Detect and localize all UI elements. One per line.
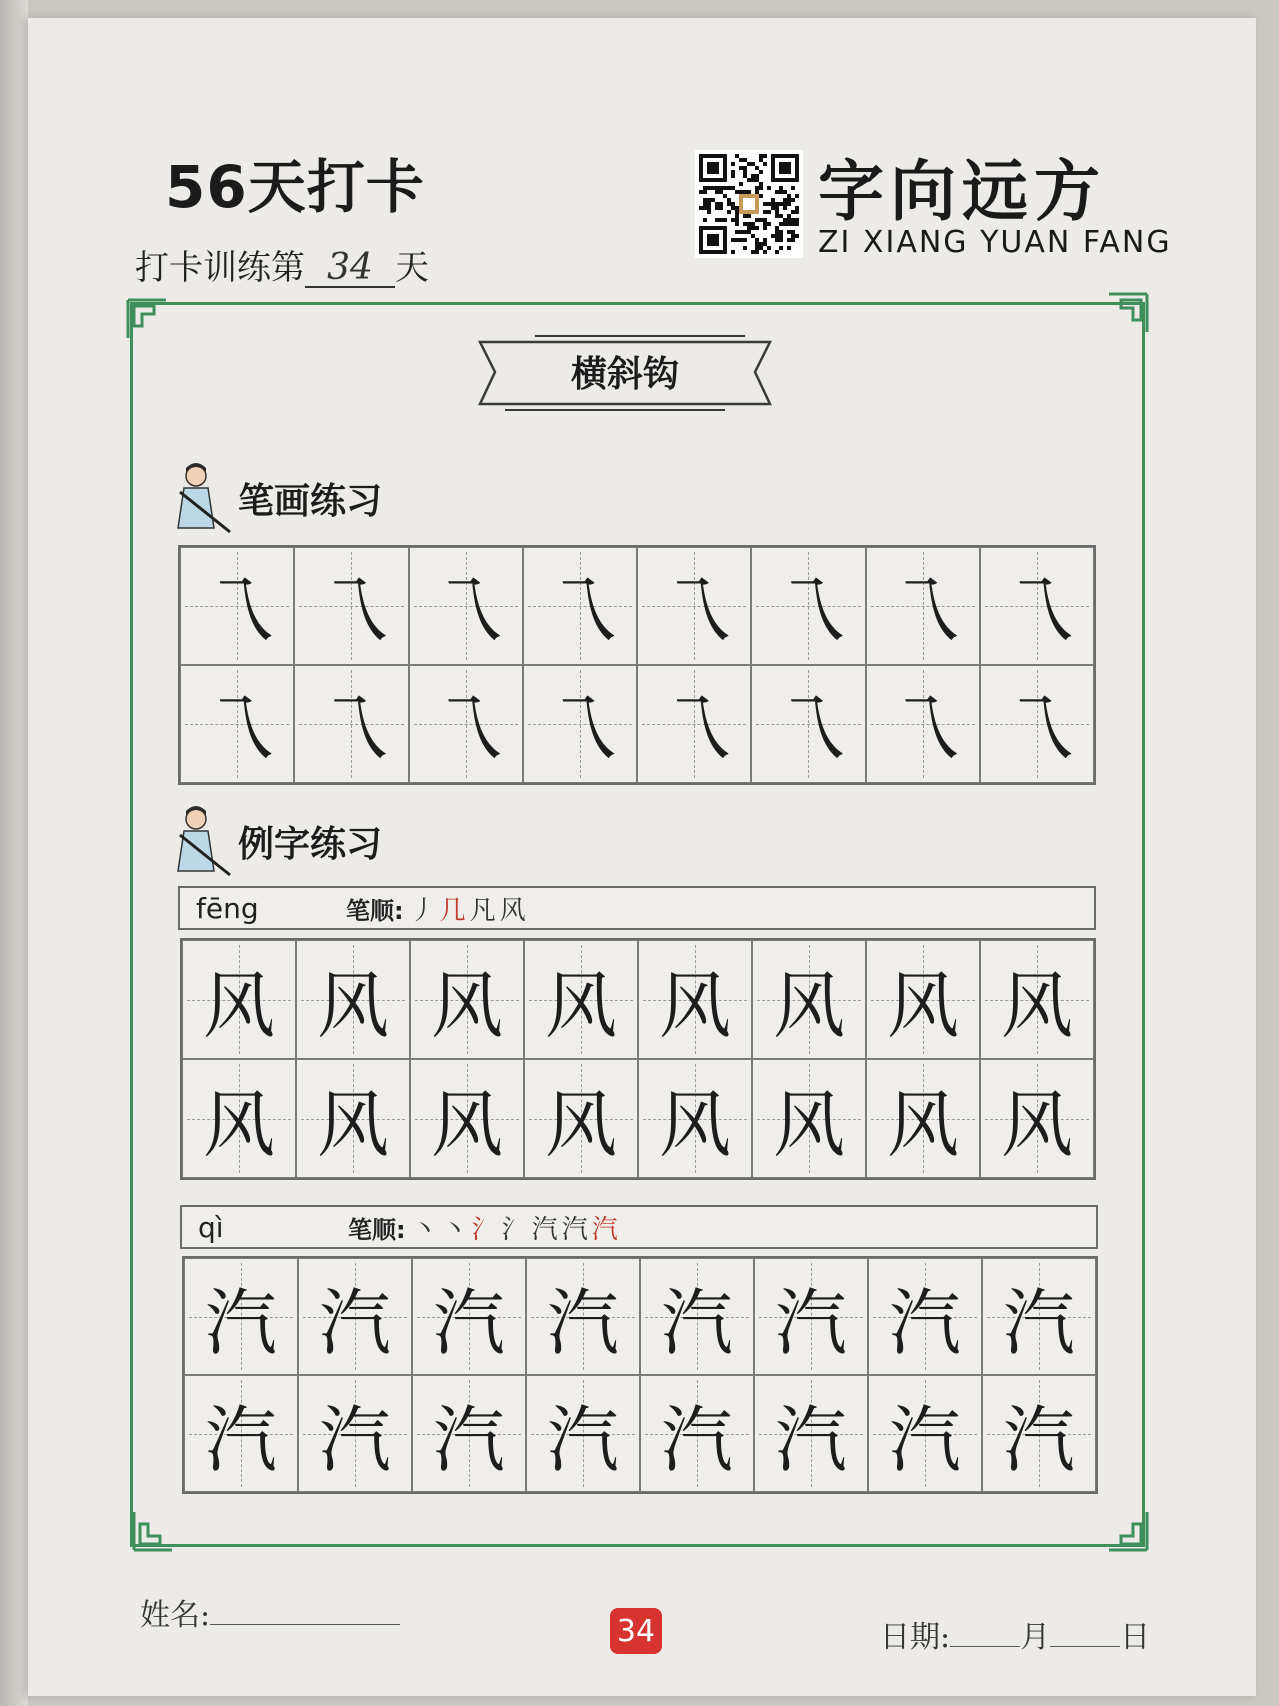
practice-glyph: 风 <box>886 963 959 1048</box>
date-label: 日期: <box>880 1620 951 1655</box>
name-blank[interactable] <box>210 1624 400 1625</box>
stroke-order <box>412 1209 622 1246</box>
practice-cell[interactable] <box>638 1059 752 1178</box>
practice-glyph: 风 <box>772 963 845 1048</box>
practice-glyph: 风 <box>658 963 731 1048</box>
practice-cell[interactable] <box>526 1375 640 1492</box>
stroke-title: 横斜钩 <box>570 354 679 395</box>
practice-cell[interactable] <box>751 665 865 783</box>
practice-glyph: 风 <box>772 1082 845 1167</box>
practice-cell[interactable] <box>980 1059 1094 1178</box>
practice-cell[interactable] <box>752 1059 866 1178</box>
practice-glyph: 汽 <box>546 1280 619 1365</box>
practice-glyph: 风 <box>1000 1082 1073 1167</box>
practice-glyph: 汽 <box>1002 1397 1075 1482</box>
char-pinyin: qì <box>198 1210 224 1244</box>
practice-glyph: 风 <box>1000 963 1073 1048</box>
practice-cell[interactable] <box>640 1258 754 1375</box>
char-practice-grid <box>180 938 1096 1180</box>
day-label: 日 <box>1120 1620 1151 1655</box>
practice-glyph: 乁 <box>314 569 389 655</box>
practice-glyph: 乁 <box>200 687 275 773</box>
stroke-step: 几 <box>439 895 470 926</box>
practice-glyph: 汽 <box>1002 1280 1075 1365</box>
practice-cell[interactable] <box>980 547 1094 665</box>
page-number-badge: 34 <box>610 1608 662 1654</box>
practice-glyph: 乁 <box>657 569 732 655</box>
practice-glyph: 汽 <box>432 1280 505 1365</box>
section-stroke-practice <box>172 462 382 534</box>
stroke-step: 凡 <box>469 895 500 926</box>
stroke-step: 氵 <box>471 1214 502 1245</box>
name-field[interactable] <box>140 1590 400 1634</box>
practice-cell[interactable] <box>524 940 638 1059</box>
corner-ornament-icon <box>1105 1508 1149 1552</box>
stroke-order-label: 笔顺: <box>348 1215 406 1244</box>
practice-cell[interactable] <box>409 665 523 783</box>
practice-cell[interactable] <box>296 1059 410 1178</box>
stroke-practice-grid <box>178 545 1096 785</box>
practice-glyph: 乁 <box>542 687 617 773</box>
practice-cell[interactable] <box>294 547 408 665</box>
practice-glyph: 乁 <box>542 569 617 655</box>
practice-glyph: 汽 <box>774 1280 847 1365</box>
checkin-day-line <box>135 240 429 289</box>
practice-glyph: 乁 <box>885 569 960 655</box>
practice-glyph: 乁 <box>428 687 503 773</box>
practice-glyph: 风 <box>316 1082 389 1167</box>
practice-glyph: 风 <box>430 963 503 1048</box>
practice-glyph: 汽 <box>318 1280 391 1365</box>
practice-glyph: 汽 <box>888 1397 961 1482</box>
practice-cell[interactable] <box>637 665 751 783</box>
stroke-step: 汽 <box>531 1214 562 1245</box>
practice-cell[interactable] <box>980 940 1094 1059</box>
practice-glyph: 汽 <box>774 1397 847 1482</box>
practice-cell[interactable] <box>751 547 865 665</box>
practice-cell[interactable] <box>982 1375 1096 1492</box>
page-title: 56天打卡 <box>165 153 425 221</box>
practice-glyph: 风 <box>544 963 617 1048</box>
stroke-order-label: 笔顺: <box>346 896 404 925</box>
practice-cell[interactable] <box>182 1059 296 1178</box>
practice-cell[interactable] <box>754 1375 868 1492</box>
stroke-title-banner <box>475 332 775 412</box>
practice-glyph: 汽 <box>318 1397 391 1482</box>
practice-cell[interactable] <box>180 665 294 783</box>
practice-glyph: 乁 <box>999 569 1074 655</box>
practice-cell[interactable] <box>182 940 296 1059</box>
practice-glyph: 风 <box>886 1082 959 1167</box>
stroke-step: 风 <box>499 895 530 926</box>
practice-glyph: 汽 <box>432 1397 505 1482</box>
stroke-step: 丿 <box>409 895 440 926</box>
day-number: 34 <box>305 250 395 288</box>
practice-cell[interactable] <box>754 1258 868 1375</box>
char-pinyin: fēng <box>196 891 259 925</box>
practice-glyph: 乁 <box>200 569 275 655</box>
practice-glyph: 风 <box>202 963 275 1048</box>
practice-cell[interactable] <box>752 940 866 1059</box>
practice-glyph: 乁 <box>999 687 1074 773</box>
char-practice-grid <box>182 1256 1098 1494</box>
practice-cell[interactable] <box>980 665 1094 783</box>
practice-cell[interactable] <box>866 1059 980 1178</box>
qr-code-icon <box>695 150 803 258</box>
section-title: 笔画练习 <box>238 480 383 522</box>
practice-cell[interactable] <box>184 1375 298 1492</box>
header-title-block <box>165 140 425 224</box>
practice-cell[interactable] <box>524 1059 638 1178</box>
stroke-step: 丶 <box>441 1214 472 1245</box>
practice-cell[interactable] <box>526 1258 640 1375</box>
day-suffix: 天 <box>395 248 429 288</box>
month-blank[interactable] <box>950 1646 1020 1647</box>
practice-glyph: 风 <box>544 1082 617 1167</box>
practice-glyph: 汽 <box>660 1280 733 1365</box>
practice-cell[interactable] <box>866 665 980 783</box>
practice-glyph: 乁 <box>885 687 960 773</box>
practice-cell[interactable] <box>640 1375 754 1492</box>
scholar-boy-icon <box>172 805 232 877</box>
date-field[interactable] <box>880 1612 1150 1656</box>
practice-cell[interactable] <box>868 1258 982 1375</box>
practice-glyph: 风 <box>430 1082 503 1167</box>
day-blank[interactable] <box>1050 1646 1120 1647</box>
practice-cell[interactable] <box>866 547 980 665</box>
practice-cell[interactable] <box>410 940 524 1059</box>
name-label: 姓名: <box>140 1598 211 1633</box>
paper-edge <box>0 0 28 1706</box>
practice-glyph: 乁 <box>314 687 389 773</box>
practice-cell[interactable] <box>523 665 637 783</box>
practice-glyph: 乁 <box>428 569 503 655</box>
stroke-step: 氵 <box>501 1214 532 1245</box>
practice-glyph: 汽 <box>204 1397 277 1482</box>
practice-cell[interactable] <box>410 1059 524 1178</box>
practice-glyph: 汽 <box>204 1280 277 1365</box>
corner-ornament-icon <box>126 298 170 342</box>
practice-cell[interactable] <box>982 1258 1096 1375</box>
practice-cell[interactable] <box>523 547 637 665</box>
practice-cell[interactable] <box>638 940 752 1059</box>
practice-cell[interactable] <box>868 1375 982 1492</box>
practice-cell[interactable] <box>296 940 410 1059</box>
practice-cell[interactable] <box>180 547 294 665</box>
char-info-bar <box>178 886 1096 930</box>
scholar-boy-icon <box>172 462 232 534</box>
char-info-bar <box>180 1205 1098 1249</box>
practice-glyph: 汽 <box>660 1397 733 1482</box>
brand-logo: 字向远方 <box>818 152 1106 230</box>
practice-glyph: 乁 <box>771 687 846 773</box>
practice-glyph: 乁 <box>771 569 846 655</box>
practice-glyph: 汽 <box>888 1280 961 1365</box>
stroke-step: 丶 <box>411 1214 442 1245</box>
practice-glyph: 风 <box>658 1082 731 1167</box>
brand-pinyin: ZI XIANG YUAN FANG <box>818 225 1172 260</box>
practice-glyph: 风 <box>202 1082 275 1167</box>
section-title: 例字练习 <box>238 823 383 865</box>
month-label: 月 <box>1020 1620 1051 1655</box>
day-prefix: 打卡训练第 <box>135 248 305 288</box>
practice-cell[interactable] <box>412 1375 526 1492</box>
stroke-step: 汽 <box>561 1214 592 1245</box>
practice-cell[interactable] <box>866 940 980 1059</box>
practice-glyph: 汽 <box>546 1397 619 1482</box>
practice-cell[interactable] <box>298 1375 412 1492</box>
section-example-practice <box>172 805 382 877</box>
practice-cell[interactable] <box>298 1258 412 1375</box>
practice-cell[interactable] <box>637 547 751 665</box>
practice-cell[interactable] <box>409 547 523 665</box>
practice-glyph: 风 <box>316 963 389 1048</box>
stroke-order <box>410 890 530 927</box>
practice-cell[interactable] <box>412 1258 526 1375</box>
corner-ornament-icon <box>132 1508 176 1552</box>
practice-cell[interactable] <box>294 665 408 783</box>
corner-ornament-icon <box>1105 292 1149 336</box>
stroke-step: 汽 <box>591 1214 622 1245</box>
practice-cell[interactable] <box>184 1258 298 1375</box>
practice-glyph: 乁 <box>657 687 732 773</box>
